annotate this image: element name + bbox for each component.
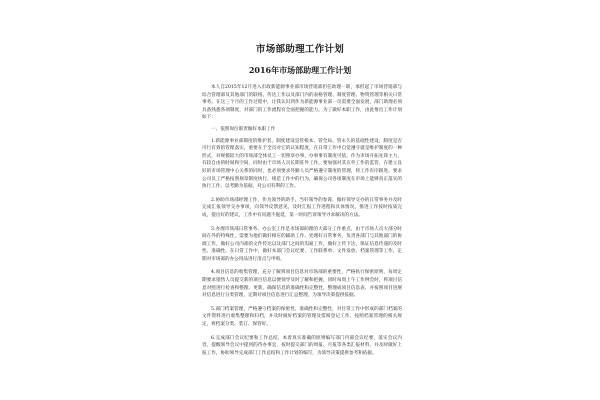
intro-paragraph: 本人自2015年12月进入市政新能源事业部市场营销部担任助理一职，承担起了市场营销部与综合管理部及其他部门的联络、传达工作以及部门内的表格管理、制度管理、物资管理等相关日常事务。在这三个月的工作过程中，让我认识到作为新能源事业部一员需要全面发展，部门助理必须具备熟悉各项制度，对部门的工作流程有全面把握的能力。为了做好本职工作，由此推出工作计划如下：	[202, 85, 402, 121]
paragraph-item-2: 2.协助市场部经理工作，作为领导的助手，当好领导的参谋，做好领导交办的日常事务并及时完成汇报领导交办事项，向领导反馈意见，及时汇报工作进程和具体情况，推进工作按时按质完成，提出好的建议，工作中有问题不拖延，第一时间告诉领导寻求解决的方法。	[202, 197, 402, 218]
document-subtitle: 2016年市场部助理工作计划	[248, 65, 352, 75]
document-title: 市场部助理工作计划	[255, 44, 345, 55]
paragraph-item-1: 1.新能源事业部制度的维护者。制度建设是管根本、管全局、管永久的基础性建设，制度是否可行有效的管理落实，重要在于全员对它的认知程度，在日常工作中自觉遵守就是维护制度的一种形式，对规模较大的市场部全体员工一切照章办事，办事事有制度可依，作为市场开拓先锋主力，有较自由的时间和空间，同时由于市场人员长期驻外工作，要加强对其在外工作的监管，在建立良好的市场管理中心关系的同时，也必须要求外勤人员严格遵守制度的管理，将工作有序跟进。要求公司员工严格按照规章制度执行，规范工作中的行为，确保公司各项制度在市场上能够真正落实的执行工作，以考勤为依据，对公司有利的工作。	[202, 138, 402, 190]
paragraph-item-5: 5.部门档案管理，严格遵守档案的保密性、准确性和完整性，对目常工作中形成的部门档案的文件资料进行收集整理和归档，并及时做好档案的管理及借阅登记工作，按照档案管理的相关规定，将档案分类、装订、保管好。	[202, 306, 402, 328]
paragraph-item-6: 6.完成部门会议纪要和工作总结，本着真实准确的原则编写部门内部会议纪要，落实会议内容，提醒领导会议中提到的待办事宜，按时提交部门的周报、月报等各类汇报材料，并及时做好上报工作，协助领导完成部门工作总结和工作计划的编写，为领导决策提供参考和依据。	[202, 335, 402, 356]
paragraph-item-3: 3.办理市场部日常事务、办公室工作是市场部助理的大部分工作重点，由于市场人员大部分时间在外的特殊性，需要为他们做好相应的辅助工作，处理好日常事务，负责各部门与其他部门的协调工作，做好公司内部的文件传达以及部门之间的沟通工作，做好上传下达，保证信息传递的及时性、准确性。在日常工作中，做好本部门会议纪要、工作联系单、文件发放、档案管理等工作，定期对市场部的办公用品进行清点与申购。	[202, 226, 402, 262]
document-body	[202, 84, 402, 357]
paragraph-item-4: 4.项目信息的收集管理，充分了解到项目信息对市场部的重要性，严格执行保密原则，每周定期要求销售人员提交新的项目信息以便领导及时了解和把握，同时每周上午工作例会时，将项目信息对照进行检查和整理、更新，确保信息的准确性和完整性，整理成项目信息表，并按照项目进展对信息进行分类管理，定期对项目信息进行汇总整理，为领导决策提供依据。	[202, 270, 402, 299]
section-heading: 一、依照岗位职责做好本职工作	[211, 126, 276, 132]
